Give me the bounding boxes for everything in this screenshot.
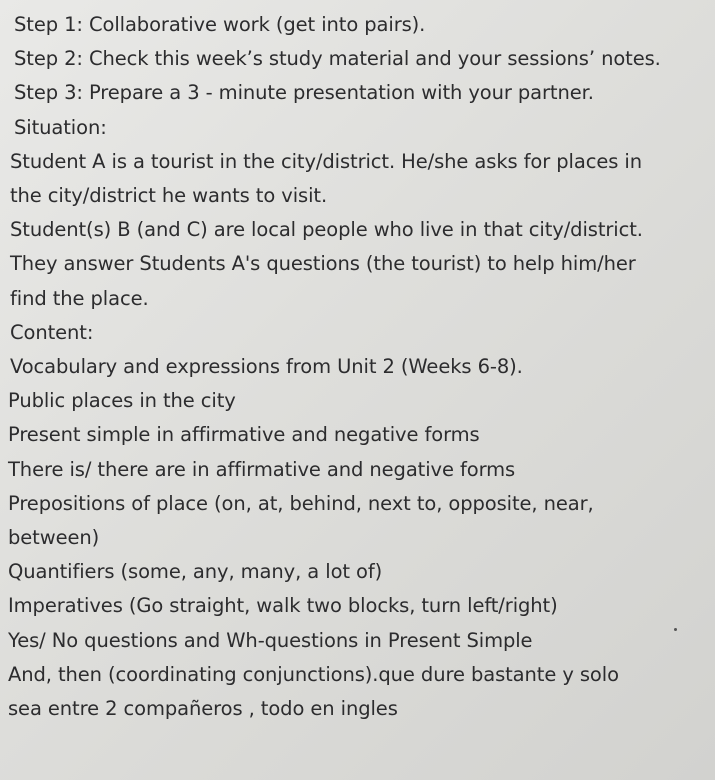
content-item-prepositions-cont: between) <box>8 526 100 550</box>
content-item-questions: Yes/ No questions and Wh-questions in Present Simple <box>8 628 533 652</box>
situation-line-3: Student(s) B (and C) are local people who live in that city/district. <box>10 218 643 242</box>
content-item-conjunctions: And, then (coordinating conjunctions).que dure bastante y solo <box>8 662 619 686</box>
content-item-there-is: There is/ there are in affirmative and negative forms <box>8 457 516 481</box>
step-2-line: Step 2: Check this week’s study material and your sessions’ notes. <box>14 47 661 71</box>
content-item-prepositions: Prepositions of place (on, at, behind, next to, opposite, near, <box>8 491 594 515</box>
situation-line-4: They answer Students A's questions (the tourist) to help him/her <box>10 252 636 276</box>
content-heading: Content: <box>10 320 94 344</box>
situation-line-1: Student A is a tourist in the city/district. He/she asks for places in <box>10 149 642 173</box>
screen-speck <box>674 628 677 631</box>
step-3-line: Step 3: Prepare a 3 - minute presentation with your partner. <box>14 81 594 105</box>
step-1-line: Step 1: Collaborative work (get into pairs). <box>14 13 426 36</box>
content-item-vocabulary: Vocabulary and expressions from Unit 2 (Weeks 6-8). <box>10 355 523 379</box>
content-item-quantifiers: Quantifiers (some, any, many, a lot of) <box>8 560 383 584</box>
content-item-imperatives: Imperatives (Go straight, walk two blocks, turn left/right) <box>8 594 558 618</box>
content-item-note: sea entre 2 compañeros , todo en ingles <box>8 697 398 721</box>
situation-line-5: find the place. <box>10 286 149 310</box>
content-item-public-places: Public places in the city <box>8 389 236 413</box>
situation-heading: Situation: <box>14 115 107 139</box>
content-item-present-simple: Present simple in affirmative and negative forms <box>8 423 480 447</box>
situation-line-2: the city/district he wants to visit. <box>10 184 328 208</box>
